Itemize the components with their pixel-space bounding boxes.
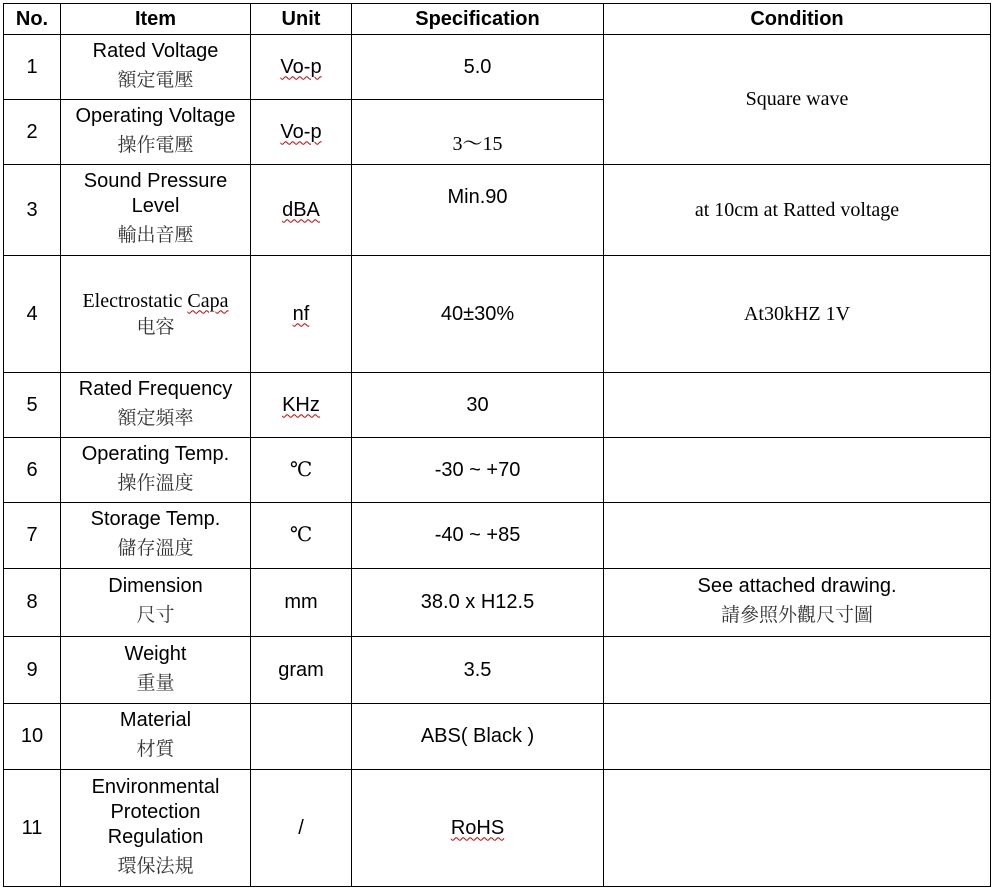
item-name-en: Storage Temp. bbox=[90, 508, 221, 530]
row-spec bbox=[352, 770, 604, 887]
item-name-cn: 重量 bbox=[136, 671, 175, 694]
row-condition bbox=[604, 569, 991, 637]
unit-text: Vo-p bbox=[280, 55, 322, 78]
item-name-cn: 电容 bbox=[136, 315, 175, 338]
header-unit: Unit bbox=[251, 4, 352, 35]
row-spec: 38.0 x H12.5 bbox=[352, 569, 604, 637]
row-no: 6 bbox=[4, 438, 61, 503]
row-no: 9 bbox=[4, 637, 61, 704]
row-no: 5 bbox=[4, 373, 61, 438]
row-spec: Min.90 bbox=[352, 165, 604, 256]
table-row bbox=[4, 704, 991, 770]
row-condition: at 10cm at Ratted voltage bbox=[604, 165, 991, 256]
table-row bbox=[4, 770, 991, 887]
item-name-en: Operating Voltage bbox=[75, 104, 236, 127]
header-item: Item bbox=[61, 4, 251, 35]
row-no: 8 bbox=[4, 569, 61, 637]
unit-text: dBA bbox=[282, 198, 320, 221]
row-item bbox=[61, 770, 251, 887]
condition-cn: 請參照外觀尺寸圖 bbox=[720, 604, 873, 626]
row-item bbox=[61, 100, 251, 165]
item-name-en: Material bbox=[119, 709, 192, 731]
row-no: 4 bbox=[4, 256, 61, 373]
spec-table bbox=[3, 3, 991, 887]
item-name-en: Weight bbox=[124, 642, 187, 665]
row-unit: ℃ bbox=[251, 438, 352, 503]
row-item bbox=[61, 704, 251, 770]
row-condition bbox=[604, 704, 991, 770]
item-name-en-part: Capa bbox=[187, 289, 229, 312]
row-item bbox=[61, 35, 251, 100]
row-spec: 3～15 bbox=[352, 100, 604, 165]
row-unit: / bbox=[251, 770, 352, 887]
condition-en: See attached drawing. bbox=[697, 575, 897, 597]
table-row bbox=[4, 569, 991, 637]
row-spec: 30 bbox=[352, 373, 604, 438]
row-no: 1 bbox=[4, 35, 61, 100]
row-spec: 5.0 bbox=[352, 35, 604, 100]
row-unit bbox=[251, 165, 352, 256]
row-item bbox=[61, 637, 251, 704]
table-row bbox=[4, 165, 991, 256]
header-no: No. bbox=[4, 4, 61, 35]
row-unit bbox=[251, 373, 352, 438]
table-row bbox=[4, 438, 991, 503]
row-spec: -40 ~ +85 bbox=[352, 503, 604, 569]
row-condition bbox=[604, 503, 991, 569]
row-condition: At30kHZ 1V bbox=[604, 256, 991, 373]
row-unit bbox=[251, 256, 352, 373]
item-name-en: Sound Pressure Level bbox=[83, 170, 228, 217]
row-condition bbox=[604, 770, 991, 887]
row-spec: -30 ~ +70 bbox=[352, 438, 604, 503]
item-name-cn: 操作電壓 bbox=[117, 133, 194, 156]
table-row bbox=[4, 256, 991, 373]
item-name-cn: 操作溫度 bbox=[117, 471, 194, 494]
item-name-cn: 儲存溫度 bbox=[117, 537, 194, 559]
item-name-en: Operating Temp. bbox=[81, 442, 230, 465]
spec-text: RoHS bbox=[450, 816, 505, 839]
row-unit bbox=[251, 35, 352, 100]
item-name-cn: 環保法規 bbox=[117, 854, 194, 877]
row-item bbox=[61, 373, 251, 438]
unit-text: KHz bbox=[282, 393, 320, 416]
table-row bbox=[4, 503, 991, 569]
row-no: 2 bbox=[4, 100, 61, 165]
item-name-en: Dimension bbox=[108, 575, 203, 597]
item-name-en bbox=[63, 289, 248, 314]
row-item bbox=[61, 165, 251, 256]
row-item bbox=[61, 503, 251, 569]
row-item bbox=[61, 438, 251, 503]
item-name-en-part: Electrostatic bbox=[82, 289, 188, 312]
row-spec: 3.5 bbox=[352, 637, 604, 704]
header-specification: Specification bbox=[352, 4, 604, 35]
row-no: 7 bbox=[4, 503, 61, 569]
row-no: 10 bbox=[4, 704, 61, 770]
row-condition: Square wave bbox=[604, 35, 991, 165]
row-spec: 40±30% bbox=[352, 256, 604, 373]
row-item bbox=[61, 256, 251, 373]
row-unit bbox=[251, 100, 352, 165]
row-condition bbox=[604, 373, 991, 438]
item-name-en: Rated Voltage bbox=[92, 39, 219, 62]
row-no: 11 bbox=[4, 770, 61, 887]
unit-text: Vo-p bbox=[280, 120, 322, 143]
row-condition bbox=[604, 438, 991, 503]
row-condition bbox=[604, 637, 991, 704]
row-unit: ℃ bbox=[251, 503, 352, 569]
unit-text: nf bbox=[292, 302, 310, 325]
table-row bbox=[4, 373, 991, 438]
item-name-en: Rated Frequency bbox=[78, 377, 233, 400]
item-name-cn: 額定電壓 bbox=[117, 68, 194, 91]
header-condition: Condition bbox=[604, 4, 991, 35]
row-unit: mm bbox=[251, 569, 352, 637]
row-no: 3 bbox=[4, 165, 61, 256]
item-name-cn: 材質 bbox=[136, 738, 175, 760]
row-unit bbox=[251, 704, 352, 770]
item-name-en: Environmental Protection Regulation bbox=[91, 775, 220, 848]
table-row bbox=[4, 637, 991, 704]
header-row bbox=[4, 4, 991, 35]
item-name-cn: 輸出音壓 bbox=[117, 224, 194, 246]
row-spec: ABS( Black ) bbox=[352, 704, 604, 770]
row-item bbox=[61, 569, 251, 637]
item-name-cn: 尺寸 bbox=[136, 604, 175, 626]
row-unit: gram bbox=[251, 637, 352, 704]
table-row bbox=[4, 35, 991, 100]
item-name-cn: 額定頻率 bbox=[117, 406, 194, 429]
